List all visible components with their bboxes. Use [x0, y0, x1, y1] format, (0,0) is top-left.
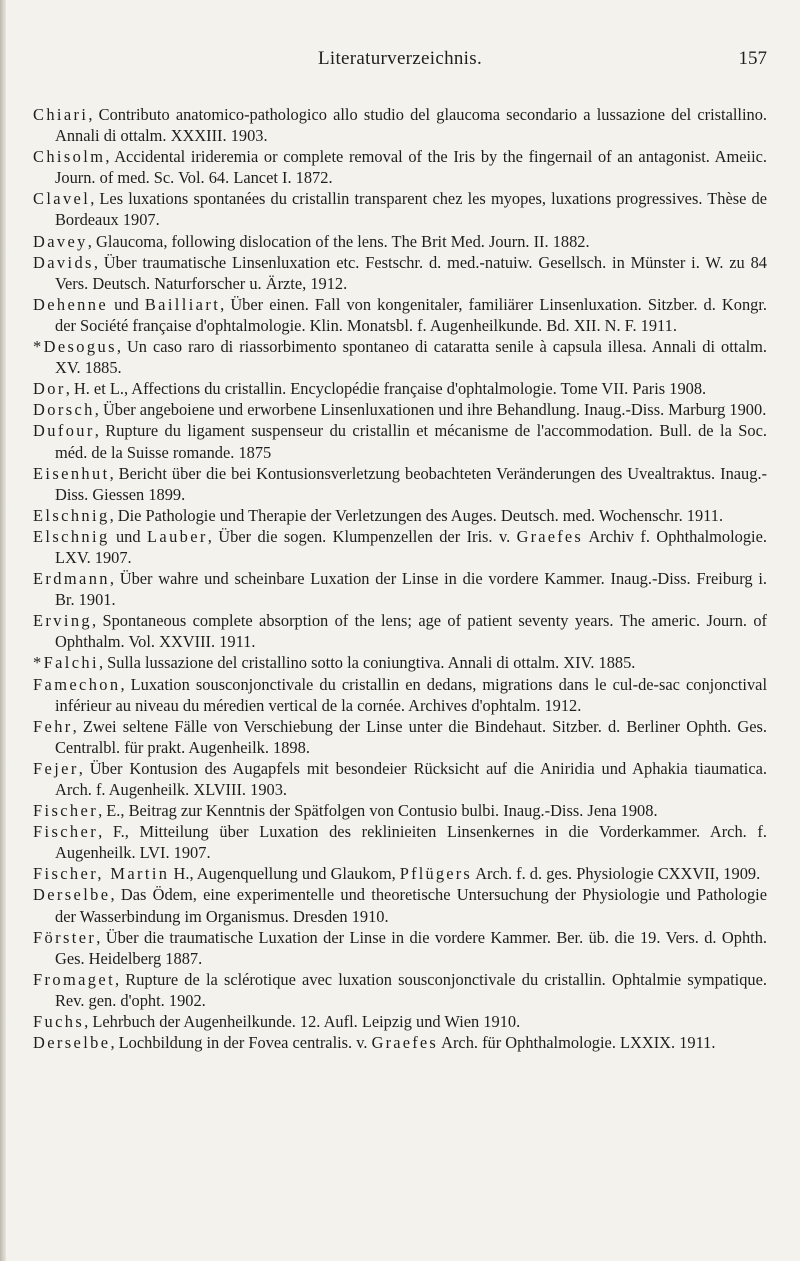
entry-text: , Über einen. Fall von kongenitaler, familiärer Linsenluxation. Sitzber. d. Kongr. der Société française d'ophtalmologie. Klin. Monatsbl. f. Augenheilkunde. Bd. XII. N. F. 1911.: [55, 294, 768, 335]
entry-author: Chiari: [33, 105, 89, 124]
entry-author: Elschnig: [33, 505, 110, 525]
entry-author: Derselbe: [33, 885, 111, 905]
entry-text: , Glaucoma, following dislocation of the lens. The Brit Med. Journ. II. 1882.: [87, 231, 590, 251]
entry-text: , Sulla lussazione del cristallino sotto la coniungtiva. Annali di ottalm. XIV. 1885.: [98, 653, 636, 673]
entry-text: , Über traumatische Linsenluxation etc. Festschr. d. med.-natuiw. Gesellsch. in Münster i. W. zu 84 Vers. Deutsch. Naturforscher u. Ärzte, 1912.: [55, 252, 767, 293]
entry-coauthor: Bailliart: [144, 294, 221, 314]
bibliography-entry: [33, 652, 767, 673]
page-number: 157: [738, 48, 767, 69]
entry-author: Dehenne: [33, 294, 109, 314]
entry-text: , Accidental irideremia or complete removal of the Iris by the fingernail of an antagonist. Ameiic. Journ. of med. Sc. Vol. 64. Lancet I. 1872.: [55, 147, 767, 188]
running-title: Literaturverzeichnis.: [317, 48, 483, 69]
entry-spaced-name: Graefes: [371, 1033, 438, 1053]
entry-author: Eisenhut: [33, 463, 110, 483]
bibliography-entry: [33, 188, 767, 230]
bibliography-entry: [33, 821, 767, 863]
entry-text: , Rupture de la sclérotique avec luxation sousconjonctivale du cristallin. Ophtalmie sympatique. Rev. gen. d'opht. 1902.: [55, 969, 767, 1010]
entry-spaced-name: Graefes: [516, 526, 583, 546]
entry-text: , H. et L., Affections du cristallin. Encyclopédie française d'ophtalmologie. Tome VII. Paris 1908.: [65, 379, 707, 399]
bibliography-entry: [33, 252, 767, 294]
entry-author: *Falchi: [33, 653, 99, 673]
entry-author: Erving: [33, 611, 93, 631]
entry-text: , Un caso raro di riassorbimento spontaneo di cataratta senile à capsula illesa. Annali di ottalm. XV. 1885.: [55, 337, 767, 378]
entry-text: , Contributo anatomico-pathologico allo studio del glaucoma secondario a lussazione del cristallino. Annali di ottalm. XXXIII. 1903.: [55, 105, 767, 146]
entry-text: , Das Ödem, eine experimentelle und theoretische Untersuchung der Physiologie und Pathologie der Wasserbindung im Organismus. Dresden 1910.: [55, 885, 767, 926]
bibliography-entry: [33, 758, 767, 800]
bibliography-entry: [33, 1011, 767, 1032]
bibliography-entry: [33, 927, 767, 969]
entry-author: Fehr: [33, 716, 73, 736]
entry-text-tail: Arch. f. d. ges. Physiologie CXXVII, 1909.: [472, 864, 761, 884]
entry-connector: und: [109, 526, 147, 546]
entry-author: Chisolm: [33, 147, 106, 167]
bibliography-entry: [33, 420, 767, 462]
entry-author: Elschnig: [33, 526, 110, 546]
entry-text: , Über die traumatische Luxation der Linse in die vordere Kammer. Ber. üb. die 19. Vers. d. Ophth. Ges. Heidelberg 1887.: [55, 927, 767, 968]
bibliography-entry: [33, 399, 767, 420]
bibliography-entry: [33, 231, 767, 252]
entry-author: Dorsch: [33, 400, 95, 420]
entry-text-tail: Archiv f. Ophthalmologie. LXV. 1907.: [55, 526, 767, 567]
bibliography-entry: [33, 800, 767, 821]
entry-text: , Luxation sousconjonctivale du cristallin en dedans, migrations dans le cul-de-sac conjonctival inférieur au niveau du méredien vertical de la cornée. Archives d'ophtalm. 1912.: [55, 674, 767, 715]
entry-author: Fischer: [33, 801, 99, 821]
entry-text: , Über wahre und scheinbare Luxation der Linse in die vordere Kammer. Inaug.-Diss. Freiburg i. Br. 1901.: [55, 569, 767, 610]
entry-author: Davids: [33, 252, 94, 272]
entry-author: Derselbe: [33, 1033, 111, 1053]
entry-author: Davey: [33, 231, 88, 251]
bibliography-entry: [33, 505, 767, 526]
entry-text-tail: Arch. für Ophthalmologie. LXXIX. 1911.: [437, 1033, 716, 1053]
entry-text: , Spontaneous complete absorption of the lens; age of patient seventy years. The americ. Journ. of Ophthalm. Vol. XXVIII. 1911.: [55, 611, 767, 652]
bibliography-entry: [33, 294, 767, 336]
entry-author: *Desogus: [33, 337, 117, 357]
entry-connector: und: [108, 294, 145, 314]
entry-text: , E., Beitrag zur Kenntnis der Spätfolgen von Contusio bulbi. Inaug.-Diss. Jena 1908.: [98, 801, 658, 821]
bibliography-entry: [33, 104, 767, 146]
entry-text: , Zwei seltene Fälle von Verschiebung der Linse unter die Bindehaut. Sitzber. d. Berliner Ophth. Ges. Centralbl. für prakt. Augenheilk. 1898.: [55, 716, 767, 757]
bibliography-entry: [33, 716, 767, 758]
entry-text: , Les luxations spontanées du cristallin transparent chez les myopes, luxations progressives. Thèse de Bordeaux 1907.: [55, 189, 767, 230]
bibliography-entry: [33, 674, 767, 716]
bibliography-entry: [33, 863, 767, 884]
bibliography-entry: [33, 610, 767, 652]
entry-text: , Rupture du ligament suspenseur du cristallin et mécanisme de l'accommodation. Bull. de la Soc. méd. de la Suisse romande. 1875: [55, 421, 767, 462]
bibliography-entry: [33, 526, 767, 568]
entry-text: H., Augenquellung und Glaukom,: [169, 864, 400, 884]
entry-author: Dor: [33, 379, 66, 399]
page-header: [0, 48, 800, 78]
entry-text: , Über die sogen. Klumpenzellen der Iris. v.: [207, 526, 517, 546]
bibliography-entry: [33, 884, 767, 926]
bibliography-entry: [33, 378, 767, 399]
entry-text: , Lehrbuch der Augenheilkunde. 12. Aufl. Leipzig und Wien 1910.: [84, 1012, 521, 1032]
entry-text: , Die Pathologie und Therapie der Verletzungen des Auges. Deutsch. med. Wochenschr. 1911.: [109, 505, 724, 525]
entry-author: Clavel: [33, 189, 91, 209]
entry-author: Famechon: [33, 674, 121, 694]
page-edge: [0, 0, 6, 1261]
entry-text: , Über Kontusion des Augapfels mit besondeier Rücksicht auf die Aniridia und Aphakia tiaumatica. Arch. f. Augenheilk. XLVIII. 1903.: [55, 758, 767, 799]
bibliography-list: [33, 104, 767, 1053]
bibliography-entry: [33, 146, 767, 188]
bibliography-entry: [33, 336, 767, 378]
entry-author: Fuchs: [33, 1012, 85, 1032]
bibliography-entry: [33, 568, 767, 610]
entry-author: Förster: [33, 927, 97, 947]
entry-text: , Über angeboiene und erworbene Linsenluxationen und ihre Behandlung. Inaug.-Diss. Marburg 1900.: [94, 400, 767, 420]
entry-author: Dufour: [33, 421, 95, 441]
bibliography-entry: [33, 463, 767, 505]
entry-spaced-name: Pflügers: [399, 864, 472, 884]
entry-author: Fromaget: [33, 969, 116, 989]
entry-text: , Bericht über die bei Kontusionsverletzung beobachteten Veränderungen des Uvealtraktus. Inaug.-Diss. Giessen 1899.: [55, 463, 767, 504]
entry-author: Fejer: [33, 758, 79, 778]
entry-text: , F., Mitteilung über Luxation des reklinieiten Linsenkernes in die Vorderkammer. Arch. f. Augenheilk. LVI. 1907.: [55, 822, 767, 863]
bibliography-entry: [33, 1032, 767, 1053]
entry-author: Fischer, Martin: [33, 864, 170, 884]
entry-text: , Lochbildung in der Fovea centralis. v.: [110, 1033, 372, 1053]
entry-coauthor: Lauber: [146, 526, 208, 546]
entry-author: Erdmann: [33, 569, 110, 589]
entry-author: Fischer: [33, 822, 99, 842]
bibliography-entry: [33, 969, 767, 1011]
